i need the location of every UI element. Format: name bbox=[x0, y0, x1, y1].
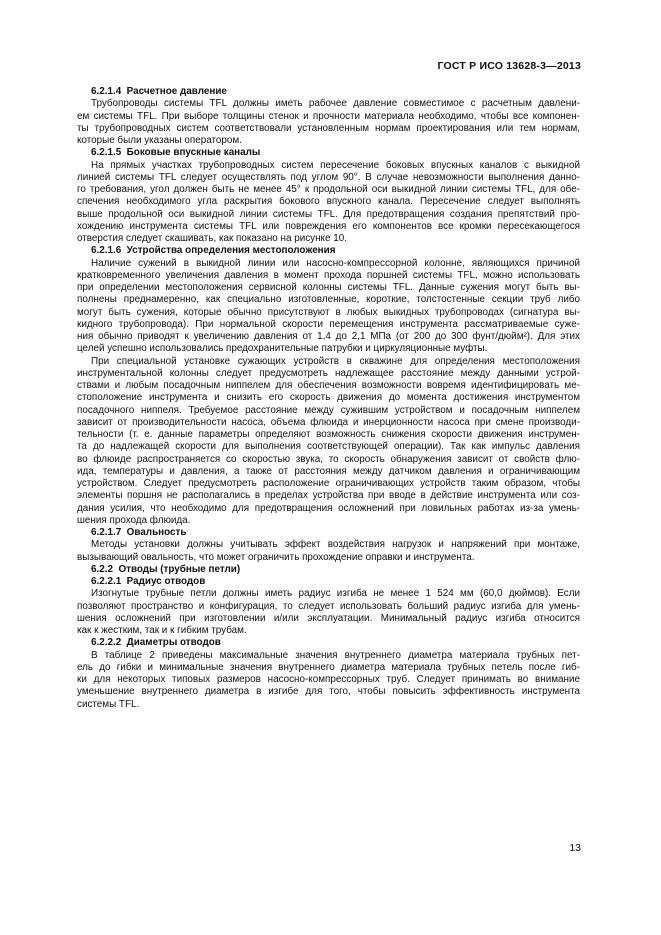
text-line: как к жестким, так и к гибким трубам. bbox=[77, 625, 247, 636]
section-heading: 6.2.1.5 Боковые впускные каналы bbox=[91, 147, 261, 159]
text-line: кидного трубопровода). При нормальной скорости перемещения инструмента рассматриваемые суже- bbox=[77, 318, 580, 330]
text-line: го требования, угол должен быть не менее 45° к продольной оси выкидной линии системы TFL, для обе- bbox=[77, 184, 580, 195]
text-line: уменьшение внутреннего диаметра в изгибе для того, чтобы повысить эффективность инструмента bbox=[77, 686, 580, 698]
text-line: При специальной установке сужающих устройств в скважине для определения местоположения bbox=[91, 355, 580, 367]
text-line: шения осложнений при изготовлении и/или эксплуатации. Минимальный радиус изгиба относится bbox=[77, 612, 580, 624]
text-line: элементы поршня не располагались в пределах устройства при вводе в действие инструмента или соз- bbox=[77, 490, 580, 502]
text-line: Наличие сужений в выкидной линии или насосно-компрессорной колонне, являющихся причиной bbox=[91, 257, 580, 269]
text-line: кратковременного увеличения давления в момент прохода поршней системы TFL, можно использовать bbox=[77, 269, 580, 281]
text-line: спечения необходимого угла раскрытия бокового впускного канала. Пересечение следует выполнять bbox=[77, 196, 580, 208]
text-line: во флюиде распространяется со скоростью звука, то скорость обнаружения зависит от свойств флю- bbox=[77, 453, 580, 465]
text-line: стоположение инструмента и снизить его скорость движения до момента достижения инструментом bbox=[77, 392, 580, 404]
section-heading: 6.2.2.2 Диаметры отводов bbox=[91, 637, 221, 649]
text-line: позволяют пространство и конфигурация, то следует использовать больший радиус изгиба для умень- bbox=[77, 600, 580, 612]
text-line: Методы установки должны учитывать эффект воздействия нагрузок и напряжений при монтаже, bbox=[91, 539, 580, 551]
text-line: На прямых участках трубопроводных систем пересечение боковых впускных каналов с выкидной bbox=[91, 159, 580, 171]
text-line: ем системы TFL. При выборе толщины стенок и прочности материала необходимо, чтобы все компонен- bbox=[77, 110, 580, 122]
text-line: устройством. Следует предусмотреть расположение ограничивающих устройств таким образом, чтобы bbox=[77, 478, 580, 489]
text-line: полнены преднамеренно, как специально изготовленные, короткие, толстостенные секции труб либо bbox=[77, 294, 580, 306]
section-heading: 6.2.2 Отводы (трубные петли) bbox=[91, 563, 241, 575]
text-line: целей успешно использовались предохранительные патрубки и циркуляционные муфты. bbox=[77, 343, 488, 355]
text-line: вызывающий овальность, что может ограничить прохождение оправки и инструмента. bbox=[77, 551, 475, 563]
text-line: хождению инструмента системы TFL или повреждения его компонентов все кромки пересекающегося bbox=[77, 220, 580, 232]
section-heading: 6.2.1.6 Устройства определения местоположения bbox=[91, 245, 336, 257]
text-line: ния обычно приводят к увеличению давления от 1,4 до 2,1 МПа (от 200 до 300 фунт/дюйм²). Для этих bbox=[77, 331, 580, 342]
text-line: посадочного ниппеля. Требуемое расстояние между сужившим устройством и посадочным ниппелем bbox=[77, 404, 580, 416]
text-line: ель до гибки и минимальные значения внутреннего диаметра материала трубных петель после гиб- bbox=[77, 661, 580, 673]
text-line: ствами и любым посадочным ниппелем для обеспечения возможности вовремя идентифицировать ме- bbox=[77, 380, 580, 391]
text-line: тельности (т. е. данные параметры определяют возможность снижения скорости движения инструмен- bbox=[77, 429, 580, 440]
document-body bbox=[77, 86, 580, 711]
text-line: ты трубопроводных систем соответствовали установленным нормам проектирования или тем нормам, bbox=[77, 122, 580, 134]
text-line: линией системы TFL следует осуществлять под углом 90°. В случае невозможности выполнения данно- bbox=[77, 171, 580, 183]
text-line: при определении местоположения сервисной колонны системы TFL. Данные сужения могут быть вы- bbox=[77, 282, 580, 293]
text-line: выше продольной оси выкидной линии системы TFL. Для предотвращения создания препятствий про- bbox=[77, 208, 580, 220]
text-line: В таблице 2 приведены максимальные значения внутреннего диаметра материала трубных пет- bbox=[91, 649, 580, 661]
text-line: зависит от производительности насоса, объема флюида и инерционности насоса при смене производи- bbox=[77, 416, 580, 428]
text-line: инструментальной колонны следует предусмотреть надлежащее расстояние между данными устрой- bbox=[77, 367, 580, 379]
text-line: отверстия следует скашивать, как показано на рисунке 10. bbox=[77, 233, 347, 244]
text-line: дания усилия, что необходимо для предотвращения осложнений при ловильных работах из-за умень- bbox=[77, 502, 580, 514]
text-line: ида, температуры и давления, а также от расстояния между датчиком давления и ограничивающим bbox=[77, 465, 580, 477]
section-heading: 6.2.2.1 Радиус отводов bbox=[91, 576, 206, 587]
document-header: ГОСТ Р ИСО 13628-3—2013 bbox=[437, 60, 581, 72]
section-heading: 6.2.1.4 Расчетное давление bbox=[91, 86, 227, 97]
text-line: шения прохода флюида. bbox=[77, 514, 191, 526]
text-line: системы TFL. bbox=[77, 698, 140, 710]
text-line: Трубопроводы системы TFL должны иметь рабочее давление совместимое с расчетным давлени- bbox=[91, 98, 580, 110]
text-line: ки для некоторых типовых размеров насосно-компрессорных труб. Следует принимать во внимание bbox=[77, 674, 580, 685]
text-line: та до надлежащей скорости для выполнения соответствующей операции). Так как импульс давления bbox=[77, 441, 580, 453]
text-line: могут быть сужения, которые обычно присутствуют в любых выкидных трубопроводах (сигнатура вы- bbox=[77, 306, 580, 318]
section-heading: 6.2.1.7 Овальность bbox=[91, 527, 187, 538]
text-line: которые были указаны оператором. bbox=[77, 135, 242, 146]
text-line: Изогнутые трубные петли должны иметь радиус изгиба не менее 1 524 мм (60,0 дюймов). Если bbox=[91, 588, 580, 600]
page-number: 13 bbox=[569, 842, 581, 854]
